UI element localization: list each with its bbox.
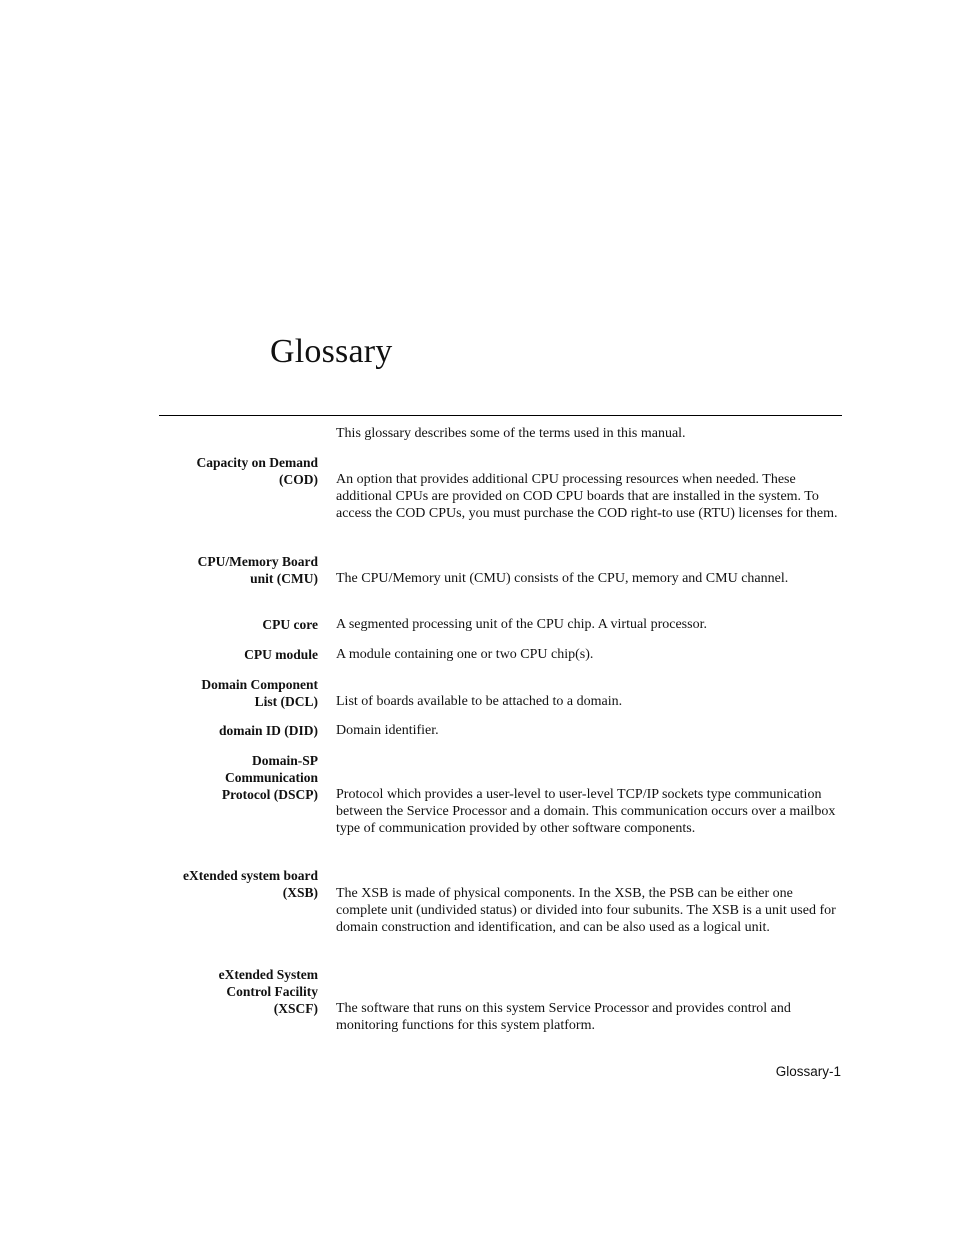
glossary-term-line: unit (CMU) [250,571,318,586]
glossary-term-line: Capacity on Demand [196,455,318,470]
glossary-term-line: eXtended System [218,967,318,982]
glossary-term-line: Communication [224,770,318,785]
glossary-term [150,616,318,633]
glossary-definition: A module containing one or two CPU chip(s). [336,647,594,662]
glossary-term [150,966,318,1017]
glossary-term-line: Control Facility [226,984,318,999]
glossary-term-line: eXtended system board [183,868,318,883]
glossary-term-line: (XSB) [282,885,318,900]
glossary-definition: Protocol which provides a user-level to user-level TCP/IP sockets type communication between the Service Processor and a domain. This communication occurs over a mailbox type of communication provided by other software components. [336,787,836,837]
glossary-term-line: domain ID (DID) [218,723,318,738]
page-title: Glossary [270,333,393,370]
glossary-definition: The software that runs on this system Service Processor and provides control and monitoring functions for this system platform. [336,1001,791,1034]
title-rule [159,415,842,416]
glossary-term [150,722,318,739]
glossary-definition: The CPU/Memory unit (CMU) consists of the CPU, memory and CMU channel. [336,571,789,586]
glossary-definition: An option that provides additional CPU processing resources when needed. These additional CPUs are provided on COD CPU boards that are installed in the system. To access the COD CPUs, you must purchase the COD right-to use (RTU) licenses for them. [336,472,838,522]
glossary-term [150,454,318,488]
page-footer: Glossary-1 [775,1064,841,1079]
glossary-term-line: (COD) [279,472,318,487]
glossary-term-line: Domain-SP [251,753,318,768]
glossary-term-line: CPU module [244,647,318,662]
glossary-definition: The XSB is made of physical components. In the XSB, the PSB can be either one complete unit (undivided status) or divided into four subunits. The XSB is a unit used for domain construction and identification, and can be also used as a logical unit. [336,886,836,936]
glossary-term [150,752,318,803]
glossary-term-line: Domain Component [201,677,318,692]
glossary-definition: List of boards available to be attached to a domain. [336,694,623,709]
glossary-definition: A segmented processing unit of the CPU chip. A virtual processor. [336,617,707,632]
glossary-definition: Domain identifier. [336,723,439,738]
glossary-intro: This glossary describes some of the terms used in this manual. [336,426,686,441]
glossary-term-line: Protocol (DSCP) [221,787,318,802]
glossary-term-line: CPU core [262,617,318,632]
glossary-term [150,676,318,710]
glossary-term [150,646,318,663]
glossary-term-line: List (DCL) [254,694,318,709]
glossary-term [150,867,318,901]
glossary-term-line: (XSCF) [273,1001,318,1016]
glossary-term-line: CPU/Memory Board [197,554,318,569]
glossary-term [150,553,318,587]
